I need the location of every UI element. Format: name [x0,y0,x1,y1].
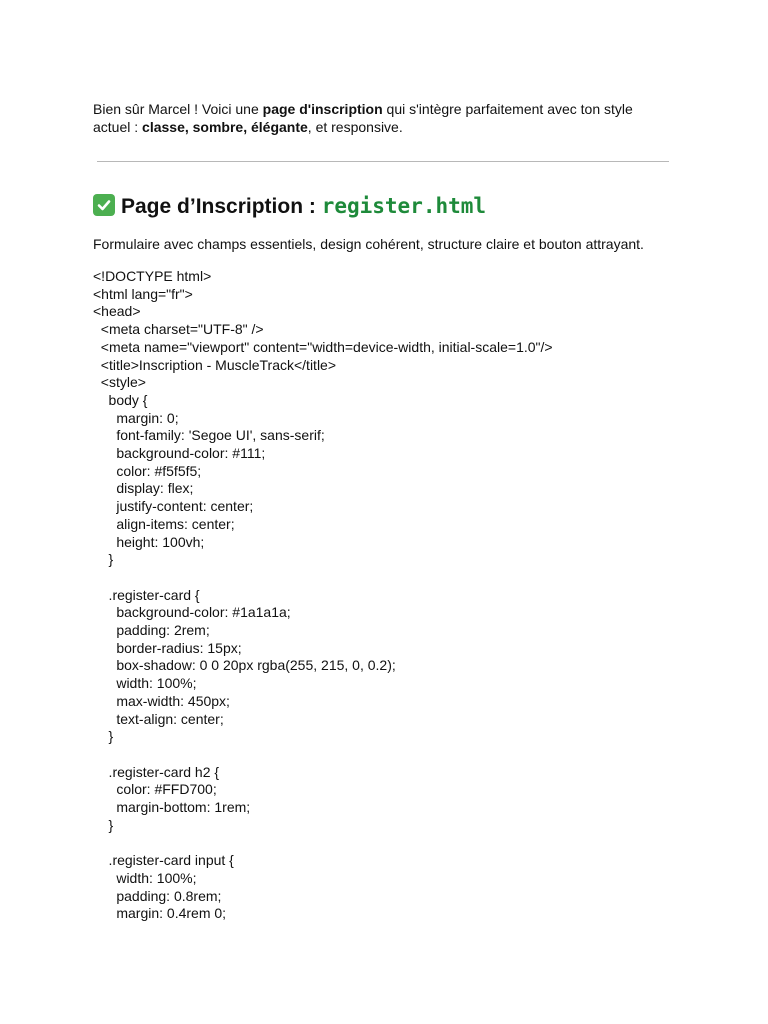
code-line: .register-card { [93,586,200,603]
intro-text-1: Bien sûr Marcel ! Voici une [93,101,263,117]
code-line: font-family: 'Segoe UI', sans-serif; [93,427,325,444]
code-line: height: 100vh; [93,533,205,550]
code-line: display: flex; [93,480,194,497]
intro-text-3: , et responsive. [307,119,403,135]
code-line: <!DOCTYPE html> [93,268,212,284]
code-line: margin-bottom: 1rem; [93,799,251,816]
code-line: <head> [93,303,141,320]
intro-text-2: qui s'intègre parfaitement avec ton style actuel : [93,101,633,135]
code-line: align-items: center; [93,515,235,532]
code-line: padding: 0.8rem; [93,887,222,904]
code-line: text-align: center; [93,710,224,727]
code-line: <meta name="viewport" content="width=device-width, initial-scale=1.0"/> [93,338,553,355]
code-block [93,268,553,923]
code-line: color: #f5f5f5; [93,462,202,479]
code-line: .register-card input { [93,852,234,869]
code-line: background-color: #111; [93,445,266,462]
intro-bold-2: classe, sombre, élégante [142,119,308,135]
code-line: background-color: #1a1a1a; [93,604,291,621]
code-line: .register-card h2 { [93,763,220,780]
code-line: margin: 0; [93,409,179,426]
code-line: <style> [93,374,146,391]
code-line: } [93,816,114,833]
section-heading [93,192,486,221]
horizontal-divider [97,161,669,162]
code-line: <title>Inscription - MuscleTrack</title> [93,356,337,373]
section-subtitle: Formulaire avec champs essentiels, design cohérent, structure claire et bouton attrayant. [93,236,644,252]
code-line: color: #FFD700; [93,781,217,798]
code-line: body { [93,391,148,408]
code-line: border-radius: 15px; [93,639,242,656]
code-line: max-width: 450px; [93,692,230,709]
code-line: justify-content: center; [93,498,254,515]
code-line: <meta charset="UTF-8" /> [93,321,264,338]
check-mark-icon [93,194,115,216]
code-line: width: 100%; [93,869,197,886]
intro-bold-1: page d'inscription [262,101,383,117]
code-line: margin: 0.4rem 0; [93,905,227,922]
code-line: } [93,728,114,745]
code-line: box-shadow: 0 0 20px rgba(255, 215, 0, 0.2); [93,657,396,674]
code-line: } [93,551,114,568]
code-line: <html lang="fr"> [93,285,193,302]
code-line: width: 100%; [93,675,197,692]
heading-text: Page d’Inscription : [121,195,322,218]
heading-filename: register.html [321,194,487,218]
code-line: padding: 2rem; [93,622,210,639]
intro-paragraph [93,100,673,136]
